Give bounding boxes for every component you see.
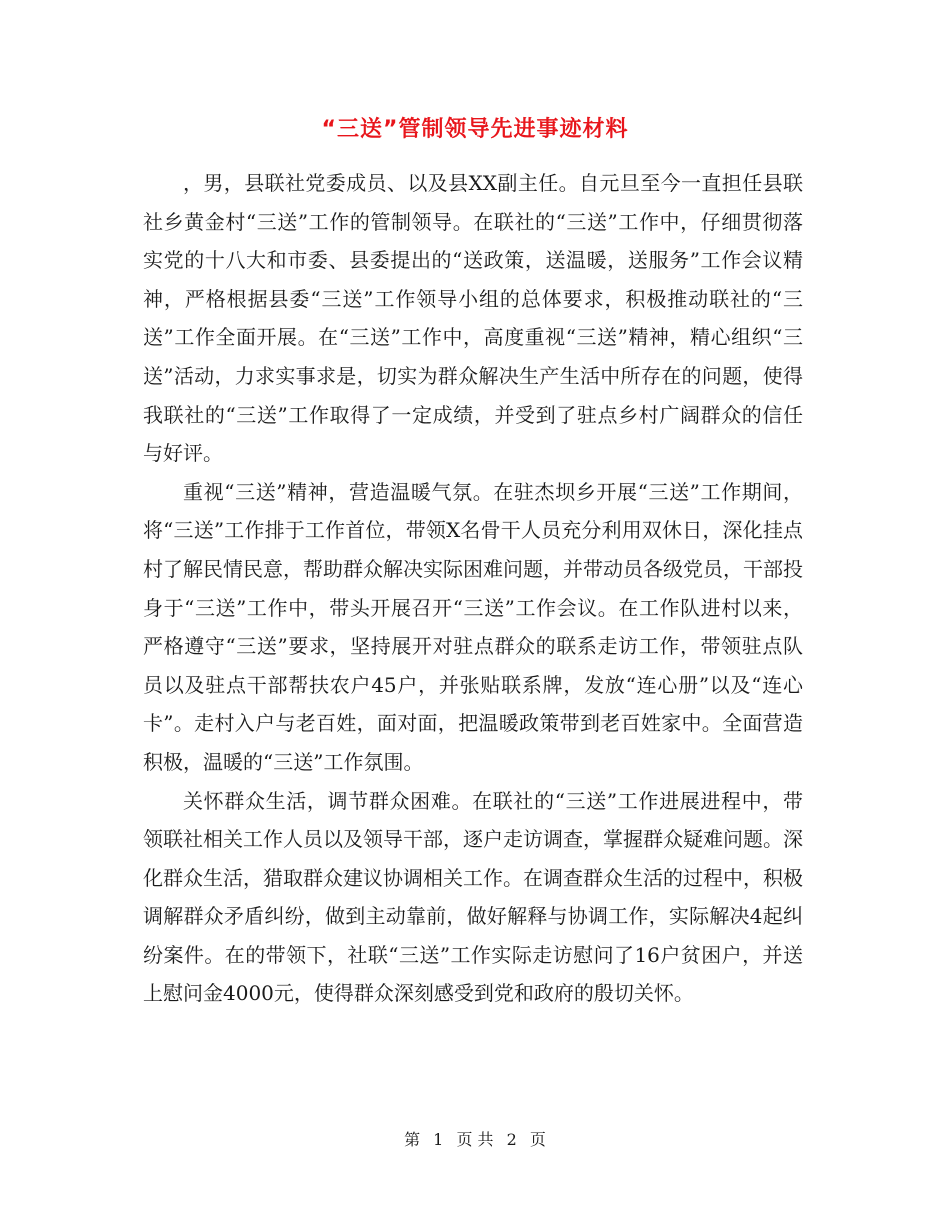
footer-mid: 页 共 — [456, 1130, 494, 1149]
current-page-number: 1 — [433, 1130, 444, 1149]
document-body — [143, 164, 803, 1013]
page-footer — [0, 1127, 950, 1150]
document-title: “三送”管制领导先进事迹材料 — [321, 117, 629, 142]
paragraph-3: 关怀群众生活，调节群众困难。在联社的“三送”工作进展进程中，带领联社相关工作人员以及领导干部，逐户走访调查，掌握群众疑难问题。深化群众生活，猎取群众建议协调相关工作。在调查群众生活的过程中，积极调解群众矛盾纠纷，做到主动靠前，做好解释与协调工作，实际解决4起纠纷案件。在的带领下，社联“三送”工作实际走访慰问了16户贫困户，并送上慰问金4000元，使得群众深刻感受到党和政府的殷切关怀。 — [143, 788, 803, 1006]
footer-suffix: 页 — [529, 1130, 546, 1149]
paragraph-1: ，男，县联社党委成员、以及县XX副主任。自元旦至今一直担任县联社乡黄金村“三送”工作的管制领导。在联社的“三送”工作中，仔细贯彻落实党的十八大和市委、县委提出的“送政策，送温暖，送服务”工作会议精神，严格根据县委“三送”工作领导小组的总体要求，积极推动联社的“三送”工作全面开展。在“三送”工作中，高度重视“三送”精神，精心组织“三送”活动，力求实事求是，切实为群众解决生产生活中所存在的问题，使得我联社的“三送”工作取得了一定成绩，并受到了驻点乡村广阔群众的信任与好评。 — [143, 171, 803, 466]
footer-prefix: 第 — [404, 1130, 421, 1149]
paragraph-2: 重视“三送”精神，营造温暖气氛。在驻杰坝乡开展“三送”工作期间，将“三送”工作排于工作首位，带领X名骨干人员充分利用双休日，深化挂点村了解民情民意，帮助群众解决实际困难问题，并带动员各级党员，干部投身于“三送”工作中，带头开展召开“三送”工作会议。在工作队进村以来，严格遵守“三送”要求，坚持展开对驻点群众的联系走访工作，带领驻点队员以及驻点干部帮扶农户45户，并张贴联系牌，发放“连心册”以及“连心卡”。走村入户与老百姓，面对面，把温暖政策带到老百姓家中。全面营造积极，温暖的“三送”工作氛围。 — [143, 479, 803, 774]
total-pages-number: 2 — [506, 1130, 517, 1149]
